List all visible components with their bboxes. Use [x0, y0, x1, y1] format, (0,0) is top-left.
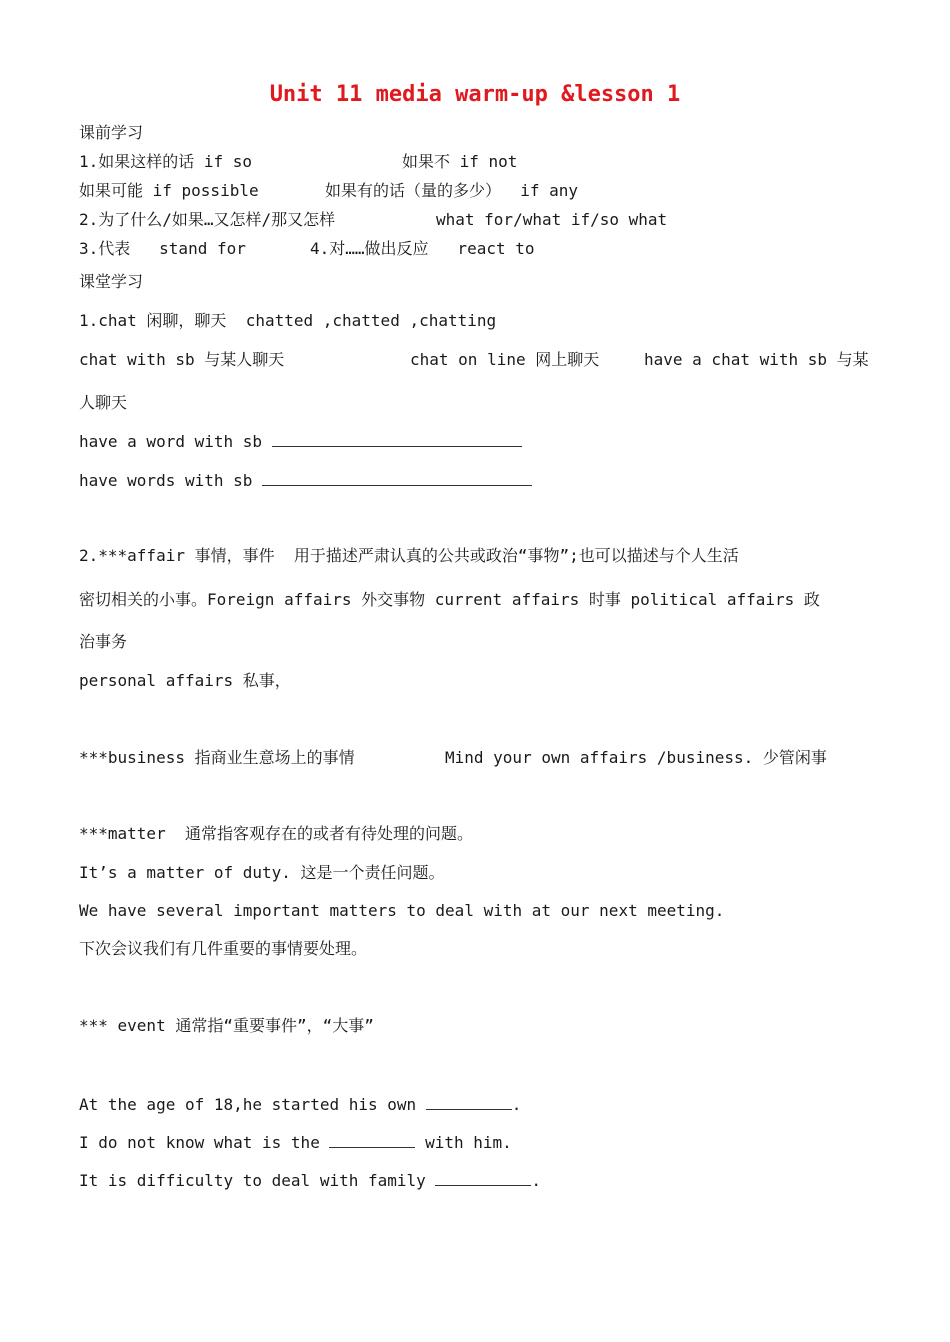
exercise-2-end: with him. — [425, 1133, 512, 1152]
phrase-if-any: 如果有的话（量的多少） if any — [325, 181, 579, 200]
answer-blank[interactable] — [426, 1093, 512, 1110]
page-title: Unit 11 media warm-up &lesson 1 — [269, 82, 681, 107]
chat-on-line: chat on line 网上聊天 — [410, 350, 600, 369]
exercise-3 — [79, 1169, 541, 1192]
business-definition: ***business 指商业生意场上的事情 — [79, 748, 355, 767]
phrase-react-to: 4.对……做出反应 react to — [310, 239, 535, 258]
have-a-chat: have a chat with sb 与某 — [644, 350, 869, 369]
matter-example-1: It’s a matter of duty. 这是一个责任问题。 — [79, 863, 445, 882]
have-words-line — [79, 469, 532, 492]
answer-blank[interactable] — [272, 430, 522, 447]
phrase-what-for-cn: 2.为了什么/如果…又怎样/那又怎样 — [79, 210, 336, 229]
business-example: Mind your own affairs /business. 少管闲事 — [445, 748, 827, 767]
matter-example-2: We have several important matters to deal with at our next meeting. — [79, 901, 725, 920]
exercise-1 — [79, 1093, 521, 1116]
phrase-what-for-en: what for/what if/so what — [436, 210, 668, 229]
phrase-if-not: 如果不 if not — [402, 152, 518, 171]
affair-line-1: 2.***affair 事情，事件 用于描述严肃认真的公共或政治“事物”;也可以描述与个人生活 — [79, 546, 739, 565]
phrase-if-possible: 如果可能 if possible — [79, 181, 259, 200]
exercise-3-end: . — [531, 1171, 542, 1190]
exercise-1-end: . — [511, 1095, 522, 1114]
answer-blank[interactable] — [262, 469, 532, 486]
have-a-chat-cont: 人聊天 — [79, 393, 128, 412]
have-a-word-line — [79, 430, 522, 453]
have-a-word-text: have a word with sb — [79, 432, 263, 451]
matter-definition: ***matter 通常指客观存在的或者有待处理的问题。 — [79, 824, 473, 843]
exercise-3-text: It is difficulty to deal with family — [79, 1171, 426, 1190]
phrase-stand-for: 3.代表 stand for — [79, 239, 246, 258]
matter-example-2-cn: 下次会议我们有几件重要的事情要处理。 — [79, 939, 368, 958]
exercise-2 — [79, 1131, 512, 1154]
chat-definition: 1.chat 闲聊，聊天 chatted ,chatted ,chatting — [79, 311, 497, 330]
have-words-text: have words with sb — [79, 471, 253, 490]
phrase-if-so: 1.如果这样的话 if so — [79, 152, 253, 171]
exercise-1-text: At the age of 18,he started his own — [79, 1095, 417, 1114]
event-definition: *** event 通常指“重要事件”，“大事” — [79, 1016, 374, 1035]
affair-line-4: personal affairs 私事， — [79, 671, 291, 690]
pre-study-heading: 课前学习 — [79, 123, 144, 142]
affair-line-3: 治事务 — [79, 632, 128, 651]
chat-with-sb: chat with sb 与某人聊天 — [79, 350, 285, 369]
answer-blank[interactable] — [435, 1169, 531, 1186]
answer-blank[interactable] — [329, 1131, 415, 1148]
exercise-2-text: I do not know what is the — [79, 1133, 320, 1152]
affair-line-2: 密切相关的小事。Foreign affairs 外交事物 current affairs 时事 political affairs 政 — [79, 590, 820, 609]
class-study-heading: 课堂学习 — [79, 272, 144, 291]
